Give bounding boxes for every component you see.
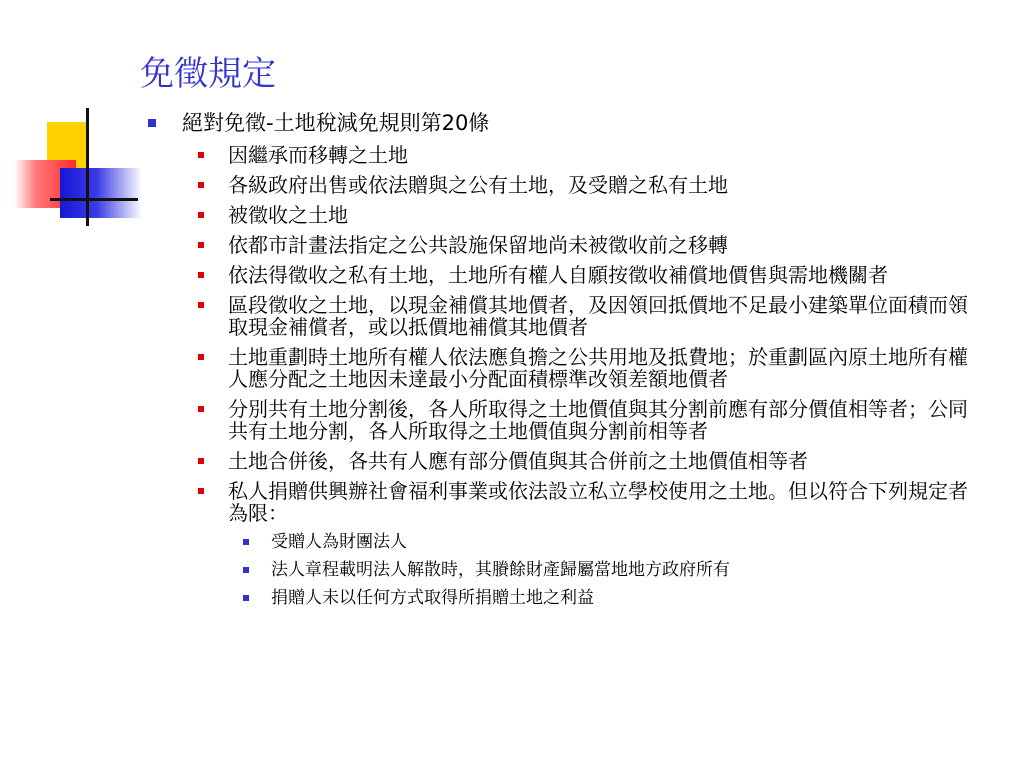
list-item-text: 私人捐贈供興辦社會福利事業或依法設立私立學校使用之土地。但以符合下列規定者為限： (228, 479, 968, 525)
list-item-text: 依都市計畫法指定之公共設施保留地尚未被徵收前之移轉 (228, 233, 728, 257)
vertical-line (86, 108, 89, 226)
list-item-text: 分別共有土地分割後，各人所取得之土地價值與其分割前應有部分價值相等者；公同共有土地分割，各人所取得之土地價值與分割前相等者 (228, 397, 968, 443)
slide-title: 免徵規定 (140, 54, 276, 94)
square-bullet-icon (198, 354, 204, 360)
sub-list-item-text: 法人章程載明法人解散時，其賸餘財產歸屬當地地方政府所有 (271, 560, 730, 580)
square-bullet-icon (148, 119, 156, 127)
sub-list-item-text: 受贈人為財團法人 (271, 532, 407, 552)
square-bullet-icon (198, 242, 204, 248)
slide-content (148, 110, 976, 616)
list-item-text: 各級政府出售或依法贈與之公有土地，及受贈之私有土地 (228, 173, 728, 197)
square-bullet-icon (198, 488, 204, 494)
heading-prefix: 絕對免徵 (182, 111, 266, 135)
list-item (198, 234, 976, 256)
square-bullet-icon (198, 406, 204, 412)
list-item-text: 區段徵收之土地，以現金補償其地價者，及因領回抵價地不足最小建築單位面積而領取現金補償者，或以抵價地補償其地價者 (228, 293, 968, 339)
square-bullet-icon (243, 595, 249, 601)
list-item (198, 450, 976, 472)
list-item (198, 398, 976, 442)
list-item (198, 480, 976, 524)
list-item (198, 264, 976, 286)
list-item (198, 346, 976, 390)
blue-square (60, 168, 142, 218)
sub-list-item-text: 捐贈人未以任何方式取得所捐贈土地之利益 (271, 588, 594, 608)
square-bullet-icon (198, 182, 204, 188)
horizontal-line (50, 198, 138, 201)
sub-list-item (243, 588, 976, 608)
list-item (198, 204, 976, 226)
sub-list-item (243, 560, 976, 580)
list-item (198, 174, 976, 196)
heading-suffix: -土地稅減免規則第20條 (266, 111, 490, 135)
square-bullet-icon (198, 272, 204, 278)
main-bullet (148, 110, 976, 136)
square-bullet-icon (243, 539, 249, 545)
square-bullet-icon (198, 212, 204, 218)
list-item-text: 被徵收之土地 (228, 203, 348, 227)
square-bullet-icon (198, 302, 204, 308)
square-bullet-icon (243, 567, 249, 573)
corner-decoration (0, 0, 160, 240)
sub-list-item (243, 532, 976, 552)
square-bullet-icon (198, 458, 204, 464)
list-item (198, 144, 976, 166)
list-item-text: 土地合併後，各共有人應有部分價值與其合併前之土地價值相等者 (228, 449, 808, 473)
list-item-text: 依法得徵收之私有土地，土地所有權人自願按徵收補償地價售與需地機關者 (228, 263, 888, 287)
list-item-text: 土地重劃時土地所有權人依法應負擔之公共用地及抵費地；於重劃區內原土地所有權人應分配之土地因未達最小分配面積標準改領差額地價者 (228, 345, 968, 391)
list-item (198, 294, 976, 338)
square-bullet-icon (198, 152, 204, 158)
list-item-text: 因繼承而移轉之土地 (228, 143, 408, 167)
